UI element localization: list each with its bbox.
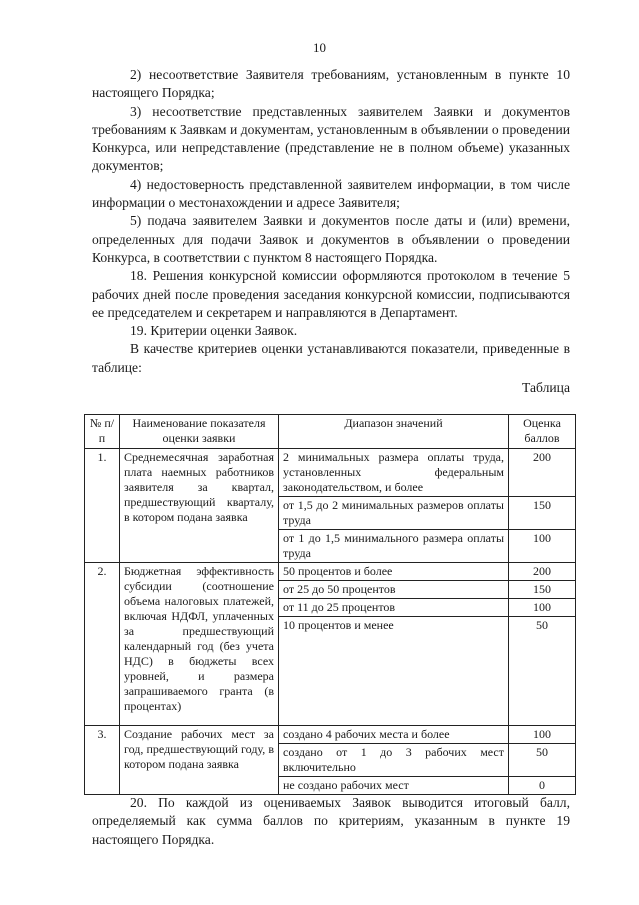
criteria-table — [84, 414, 576, 795]
value-range: создано 4 рабочих места и более — [279, 726, 509, 744]
row-number: 2. — [85, 563, 120, 726]
header-indicator-name: Наименование показателя оценки заявки — [120, 415, 279, 449]
body-text — [92, 66, 570, 397]
score: 100 — [509, 599, 576, 617]
value-range: создано от 1 до 3 рабочих мест включительно — [279, 744, 509, 777]
paragraph-item-3: 3) несоответствие представленных заявителем Заявки и документов требованиям к Заявкам и документам, установленным в объявлении о проведении Конкурса, или непредставление (представление не в полном объеме) указанных документов; — [92, 103, 570, 174]
paragraph-18: 18. Решения конкурсной комиссии оформляются протоколом в течение 5 рабочих дней после проведения заседания конкурсной комиссии, подписываются ее председателем и секретарем и направляются в Департамент. — [92, 268, 570, 320]
value-range: 2 минимальных размера оплаты труда, установленных федеральным законодательством, и более — [279, 449, 509, 497]
value-range: 10 процентов и менее — [279, 617, 509, 726]
value-range: от 1 до 1,5 минимального размера оплаты труда — [279, 530, 509, 563]
paragraph-item-4: 4) недостоверность представленной заявителем информации, в том числе информации о местонахождении и адресе Заявителя; — [92, 176, 570, 211]
value-range: 50 процентов и более — [279, 563, 509, 581]
score: 150 — [509, 581, 576, 599]
score: 150 — [509, 497, 576, 530]
header-score: Оценка баллов — [509, 415, 576, 449]
score: 50 — [509, 744, 576, 777]
value-range: от 1,5 до 2 минимальных размеров оплаты труда — [279, 497, 509, 530]
row-number: 1. — [85, 449, 120, 563]
table-header-row — [85, 415, 576, 449]
table-caption: Таблица — [522, 380, 570, 396]
paragraph-19-heading: 19. Критерии оценки Заявок. — [130, 323, 298, 339]
indicator-name: Среднемесячная заработная плата наемных работников заявителя за квартал, предшествующий кварталу, в котором подана заявка — [120, 449, 279, 563]
closing-text — [92, 794, 570, 849]
header-value-range: Диапазон значений — [279, 415, 509, 449]
header-number: № п/п — [85, 415, 120, 449]
score: 200 — [509, 449, 576, 497]
score: 200 — [509, 563, 576, 581]
page-number: 10 — [313, 40, 326, 55]
table-row — [85, 449, 576, 497]
paragraph-20: 20. По каждой из оцениваемых Заявок выводится итоговый балл, определяемый как сумма баллов по критериям, указанным в пункте 19 настоящего Порядка. — [92, 795, 570, 847]
indicator-name: Создание рабочих мест за год, предшествующий году, в котором подана заявка — [120, 726, 279, 795]
indicator-name: Бюджетная эффективность субсидии (соотношение объема налоговых платежей, включая НДФЛ, уплаченных за предшествующий календарный год (без учета НДС) в бюджеты всех уровней, и размера запрашиваемого гранта (в процентах) — [120, 563, 279, 726]
value-range: не создано рабочих мест — [279, 777, 509, 795]
score: 50 — [509, 617, 576, 726]
score: 100 — [509, 726, 576, 744]
value-range: от 25 до 50 процентов — [279, 581, 509, 599]
paragraph-item-2: 2) несоответствие Заявителя требованиям, установленным в пункте 10 настоящего Порядка; — [92, 67, 570, 101]
paragraph-19-intro: В качестве критериев оценки устанавливаются показатели, приведенные в таблице: — [92, 341, 570, 375]
row-number: 3. — [85, 726, 120, 795]
score: 0 — [509, 777, 576, 795]
score: 100 — [509, 530, 576, 563]
table-row — [85, 563, 576, 581]
paragraph-item-5: 5) подача заявителем Заявки и документов после даты и (или) времени, определенных для подачи Заявок и документов в объявлении о проведении Конкурса, в соответствии с пунктом 8 настоящего Порядка. — [92, 213, 570, 265]
value-range: от 11 до 25 процентов — [279, 599, 509, 617]
table-row — [85, 726, 576, 744]
